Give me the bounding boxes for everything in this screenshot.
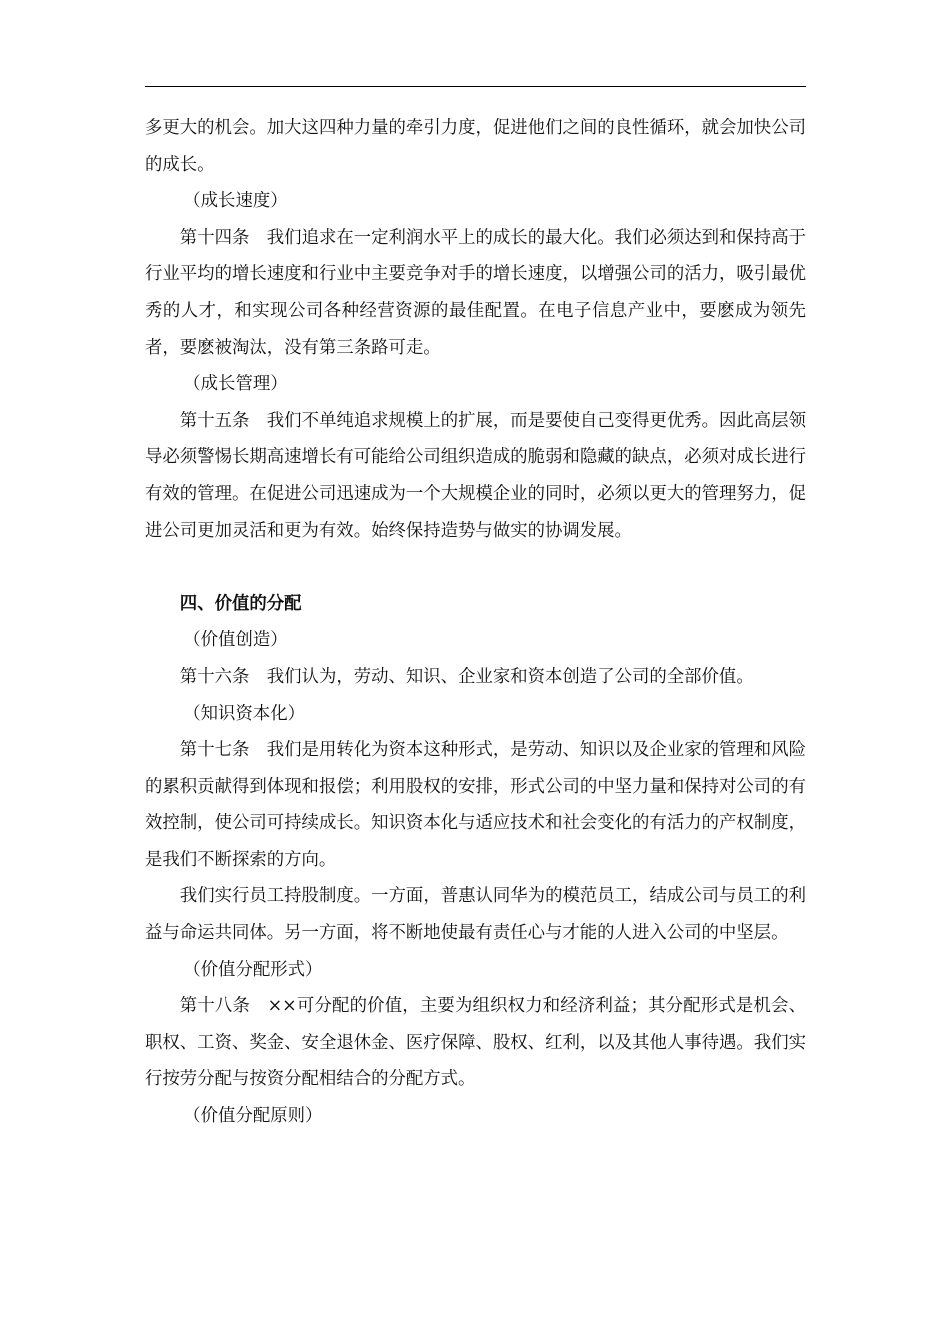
article-14-label: 第十四条 [179,227,267,248]
article-16-text: 我们认为，劳动、知识、企业家和资本创造了公司的全部价值。 [266,666,754,687]
article-14 [145,220,806,366]
article-16-label: 第十六条 [179,666,267,687]
section-gap [145,549,806,586]
subheading-value-creation: （价值创造） [183,630,288,651]
article-18-text: ××可分配的价值，主要为组织权力和经济利益；其分配形式是机会、职权、工资、奖金、安全退休金、医疗保障、股权、红利，以及其他人事待遇。我们实行按劳分配与按资分配相结合的分配方式。 [145,996,806,1090]
header-rule [145,86,806,87]
article-18-label: 第十八条 [179,996,268,1017]
article-14-text: 我们追求在一定利润水平上的成长的最大化。我们必须达到和保持高于行业平均的增长速度和行业中主要竞争对手的增长速度，以增强公司的活力，吸引最优秀的人才，和实现公司各种经营资源的最佳配置。在电子信息产业中，要麽成为领先者，要麽被淘汰，没有第三条路可走。 [145,227,806,358]
subheading-knowledge-capital: （知识资本化） [183,703,306,724]
subheading-value-distribution-principle: （价值分配原则） [183,1106,323,1127]
section-4-heading: 四、价值的分配 [179,593,302,614]
article-17-label: 第十七条 [179,740,267,761]
article-15 [145,403,806,549]
article-15-label: 第十五条 [179,410,267,431]
article-15-text: 我们不单纯追求规模上的扩展，而是要使自己变得更优秀。因此高层领导必须警惕长期高速增长有可能给公司组织造成的脆弱和隐藏的缺点，必须对成长进行有效的管理。在促进公司迅速成为一个大规模企业的同时，必须以更大的管理努力，促进公司更加灵活和更为有效。始终保持造势与做实的协调发展。 [145,410,806,541]
subheading-growth-speed: （成长速度） [183,191,288,212]
continuation-paragraph: 多更大的机会。加大这四种力量的牵引力度，促进他们之间的良性循环，就会加快公司的成长。 [145,118,806,175]
subheading-growth-management: （成长管理） [183,374,288,395]
article-16 [145,659,806,696]
article-18 [145,988,806,1098]
employee-stock-paragraph: 我们实行员工持股制度。一方面，普惠认同华为的模范员工，结成公司与员工的利益与命运共同体。另一方面，将不断地使最有责任心与才能的人进入公司的中坚层。 [145,886,806,944]
article-17-text: 我们是用转化为资本这种形式，是劳动、知识以及企业家的管理和风险的累积贡献得到体现和报偿；利用股权的安排，形式公司的中坚力量和保持对公司的有效控制，使公司可持续成长。知识资本化与适应技术和社会变化的有活力的产权制度，是我们不断探索的方向。 [145,740,806,870]
subheading-value-distribution-form: （价值分配形式） [183,959,323,980]
document-body [145,110,806,1135]
article-17 [145,732,806,878]
